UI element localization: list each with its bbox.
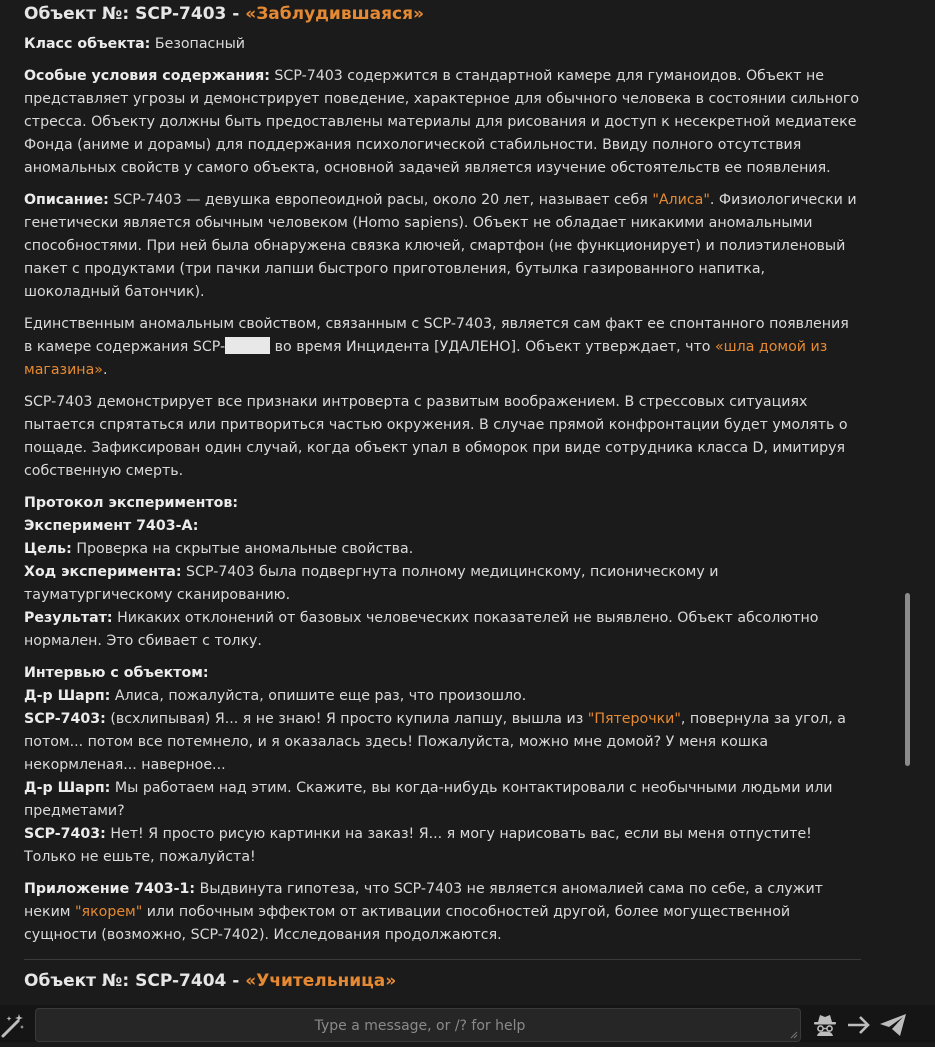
object-class: [24, 33, 861, 56]
interview-line: [24, 823, 861, 869]
message-input-container: [35, 1008, 801, 1042]
speaker-label: Д-р Шарп:: [24, 780, 111, 796]
interview-line: [24, 708, 861, 777]
anomaly-text-c: .: [102, 362, 108, 378]
interview-text: (всхлипывая) Я... я не знаю! Я просто купила лапшу, вышла из: [105, 711, 588, 727]
object-number-label: Объект №: SCP-7404 -: [24, 971, 246, 991]
course-text: SCP-7403 была подвергнута полному медицинскому, псионическому и тауматургическому сканированию.: [24, 564, 719, 603]
object-title: [24, 0, 861, 27]
object-name: «Заблудившаяся»: [245, 4, 424, 24]
message-input[interactable]: [36, 1009, 804, 1043]
protocol-label: Протокол экспериментов:: [24, 495, 239, 511]
appendix: [24, 878, 861, 947]
experiment-goal: [24, 538, 861, 561]
experiment-label: Эксперимент 7403-A:: [24, 518, 199, 534]
object-title-next: [24, 968, 861, 994]
goal-text: Проверка на скрытые аномальные свойства.: [71, 541, 414, 557]
send-icon[interactable]: [879, 1013, 905, 1037]
appendix-text-b: или побочным эффектом от активации способностей другой, более могущественной сущности (возможно, SCP-7402). Исследования продолжаются.: [24, 904, 791, 943]
speaker-label: Д-р Шарп:: [24, 688, 111, 704]
object-number-label: Объект №: SCP-7403 -: [24, 4, 246, 24]
arrow-right-icon[interactable]: [846, 1013, 872, 1037]
description: [24, 189, 861, 304]
description-text-b: . Физиологически и генетически является обычным человеком (Homo sapiens). Объект не обладает никакими аномальными способностями. При ней была обнаружена связка ключей, смартфон (не функционирует) и полиэтиленовый пакет с продуктами (три пачки лапши быстрого приготовления, бутылка газированного напитка, шоколадный батончик).: [24, 192, 857, 300]
experiment-course: [24, 561, 861, 607]
anomaly-text-a: Единственным аномальным свойством, связанным с SCP-7403, является сам факт ее спонтанного появления в камере содержания SCP-: [24, 316, 849, 355]
interview-text: , повернула за угол, а потом... потом все потемнело, и я оказалась здесь! Пожалуйста, можно мне домой? У меня кошка некормленая... наверное...: [24, 711, 846, 773]
anomaly-text-b: во время Инцидента [УДАЛЕНО]. Объект утверждает, что: [270, 339, 715, 355]
speaker-label: SCP-7403:: [24, 711, 106, 727]
alias-name: "Алиса": [652, 192, 710, 208]
resize-handle-icon[interactable]: [790, 1031, 798, 1039]
interview-label: Интервью с объектом:: [24, 665, 209, 681]
interview-line: [24, 685, 861, 708]
description-text-a: SCP-7403 — девушка европеоидной расы, около 20 лет, называет себя: [108, 192, 653, 208]
appendix-text-a: Выдвинута гипотеза, что SCP-7403 не является аномалией сама по себе, а служит неким: [24, 881, 823, 920]
experiment-result: [24, 607, 861, 653]
speaker-label: SCP-7403:: [24, 826, 106, 842]
course-label: Ход эксперимента:: [24, 564, 182, 580]
class-label: Класс объекта:: [24, 36, 151, 52]
divider: [24, 959, 861, 960]
store-name: "Пятерочки": [587, 711, 681, 727]
behavior-paragraph: SCP-7403 демонстрирует все признаки интроверта с развитым воображением. В стрессовых ситуациях пытается спрятаться или притвориться частью окружения. В случае прямой конфронтации будет умолять о пощаде. Зафиксирован один случай, когда объект упал в обморок при виде сотрудника класса D, имитируя собственную смерть.: [24, 394, 848, 479]
appendix-label: Приложение 7403-1:: [24, 881, 196, 897]
anchor-term: "якорем": [75, 904, 143, 920]
anomaly-quote: «шла домой из магазина»: [24, 339, 828, 378]
object-name: «Учительница»: [245, 971, 397, 991]
experiment-protocol: [24, 492, 861, 653]
input-bar: [0, 1005, 935, 1042]
redacted-block: [225, 337, 270, 354]
interview-line: [24, 777, 861, 823]
containment-text: SCP-7403 содержится в стандартной камере для гуманоидов. Объект не представляет угрозы и демонстрирует поведение, характерное для обычного человека в состоянии сильного стресса. Объекту должны быть предоставлены материалы для рисования и доступ к несекретной медиатеке Фонда (аниме и дорамы) для поддержания психологической стабильности. Ввиду полного отсутствия аномальных свойств у самого объекта, основной задачей является изучение обстоятельств ее появления.: [24, 68, 859, 176]
interview-text: Нет! Я просто рисую картинки на заказ! Я... я могу нарисовать вас, если вы меня отпустите! Только не ешьте, пожалуйста!: [24, 826, 812, 865]
interview-heading: [24, 662, 861, 685]
anomaly-paragraph: [24, 313, 861, 382]
protocol-heading: [24, 492, 861, 515]
description-label: Описание:: [24, 192, 109, 208]
experiment-heading: [24, 515, 861, 538]
containment-procedures: [24, 65, 861, 180]
interview-text: Мы работаем над этим. Скажите, вы когда-нибудь контактировали с необычными людьми или предметами?: [24, 780, 833, 819]
interview-log: [24, 662, 861, 869]
magic-wand-icon[interactable]: [0, 1013, 26, 1039]
containment-label: Особые условия содержания:: [24, 68, 270, 84]
incognito-icon[interactable]: [812, 1013, 838, 1037]
result-text: Никаких отклонений от базовых человеческих показателей не выявлено. Объект абсолютно нормален. Это сбивает с толку.: [24, 610, 819, 649]
class-value: Безопасный: [150, 36, 246, 52]
interview-text: Алиса, пожалуйста, опишите еще раз, что произошло.: [110, 688, 527, 704]
result-label: Результат:: [24, 610, 113, 626]
scrollbar-thumb[interactable]: [905, 593, 910, 766]
goal-label: Цель:: [24, 541, 72, 557]
